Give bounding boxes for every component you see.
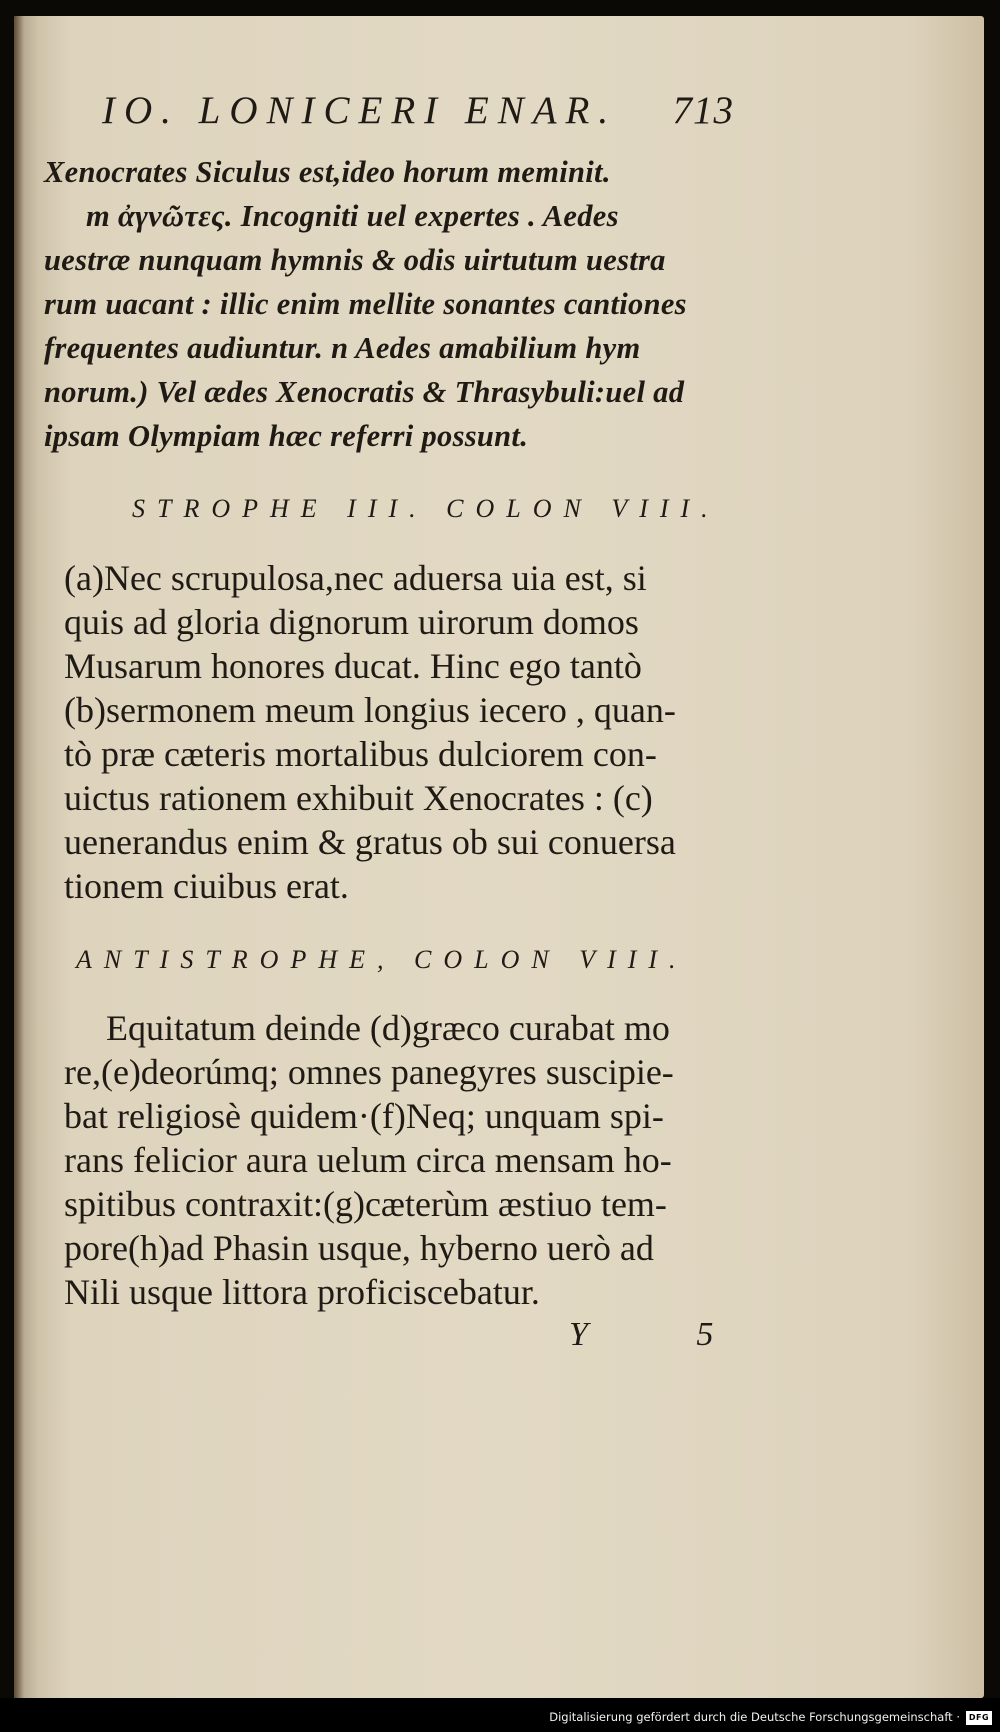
antistrophe-line: spitibus contraxit:(g)cæterùm æstiuo tem- xyxy=(64,1184,667,1224)
digitization-footer xyxy=(0,1698,1000,1732)
strophe-line: uenerandus enim & gratus ob sui conuersa xyxy=(64,822,676,862)
commentary-line: Xenocrates Siculus est,ideo horum meminit. xyxy=(44,155,611,189)
antistrophe-line: rans felicior aura uelum circa mensam ho- xyxy=(64,1140,672,1180)
funding-credit: Digitalisierung gefördert durch die Deutsche Forschungsgemeinschaft · xyxy=(549,1710,960,1724)
antistrophe-line: Nili usque littora proficiscebatur. xyxy=(64,1272,540,1312)
strophe-line: tò præ cæteris mortalibus dulciorem con- xyxy=(64,734,657,774)
antistrophe-line: bat religiosè quidem·(f)Neq; unquam spi- xyxy=(64,1096,664,1136)
running-header xyxy=(44,88,954,148)
strophe-line: Musarum honores ducat. Hinc ego tantò xyxy=(64,646,642,686)
book-page xyxy=(14,16,984,1698)
strophe-line: uictus rationem exhibuit Xenocrates : (c) xyxy=(64,778,653,818)
strophe-line: (a)Nec scrupulosa,nec aduersa uia est, si xyxy=(64,558,647,598)
strophe-text xyxy=(64,556,954,908)
strophe-heading: STROPHE III. COLON VIII. xyxy=(132,494,720,523)
antistrophe-line: Equitatum deinde (d)græco curabat mo xyxy=(106,1008,670,1048)
commentary-line: norum.) Vel ædes Xenocratis & Thrasybuli:uel ad xyxy=(44,375,685,409)
commentary-notes xyxy=(44,150,954,458)
antistrophe-text xyxy=(64,1006,954,1314)
commentary-line: ipsam Olympiam hæc referri possunt. xyxy=(44,419,529,453)
strophe-line: (b)sermonem meum longius iecero , quan- xyxy=(64,690,676,730)
antistrophe-line: re,(e)deorúmq; omnes panegyres suscipie- xyxy=(64,1052,674,1092)
commentary-line: m ἀγνῶτες. Incogniti uel expertes . Aedes xyxy=(86,199,619,233)
antistrophe-heading: ANTISTROPHE, COLON VIII. xyxy=(76,945,688,974)
commentary-line: frequentes audiuntur. n Aedes amabilium hym xyxy=(44,331,641,365)
running-title: IO. LONICERI ENAR. xyxy=(102,89,618,132)
page-number: 713 xyxy=(672,89,734,132)
commentary-line: uestræ nunquam hymnis & odis uirtutum uestra xyxy=(44,243,666,277)
signature-mark: Y 5 xyxy=(569,1316,764,1353)
antistrophe-line: pore(h)ad Phasin usque, hyberno uerò ad xyxy=(64,1228,654,1268)
commentary-line: rum uacant : illic enim mellite sonantes cantiones xyxy=(44,287,687,321)
strophe-line: quis ad gloria dignorum uirorum domos xyxy=(64,602,639,642)
strophe-line: tionem ciuibus erat. xyxy=(64,866,349,906)
dfg-logo: DFG xyxy=(966,1711,992,1725)
